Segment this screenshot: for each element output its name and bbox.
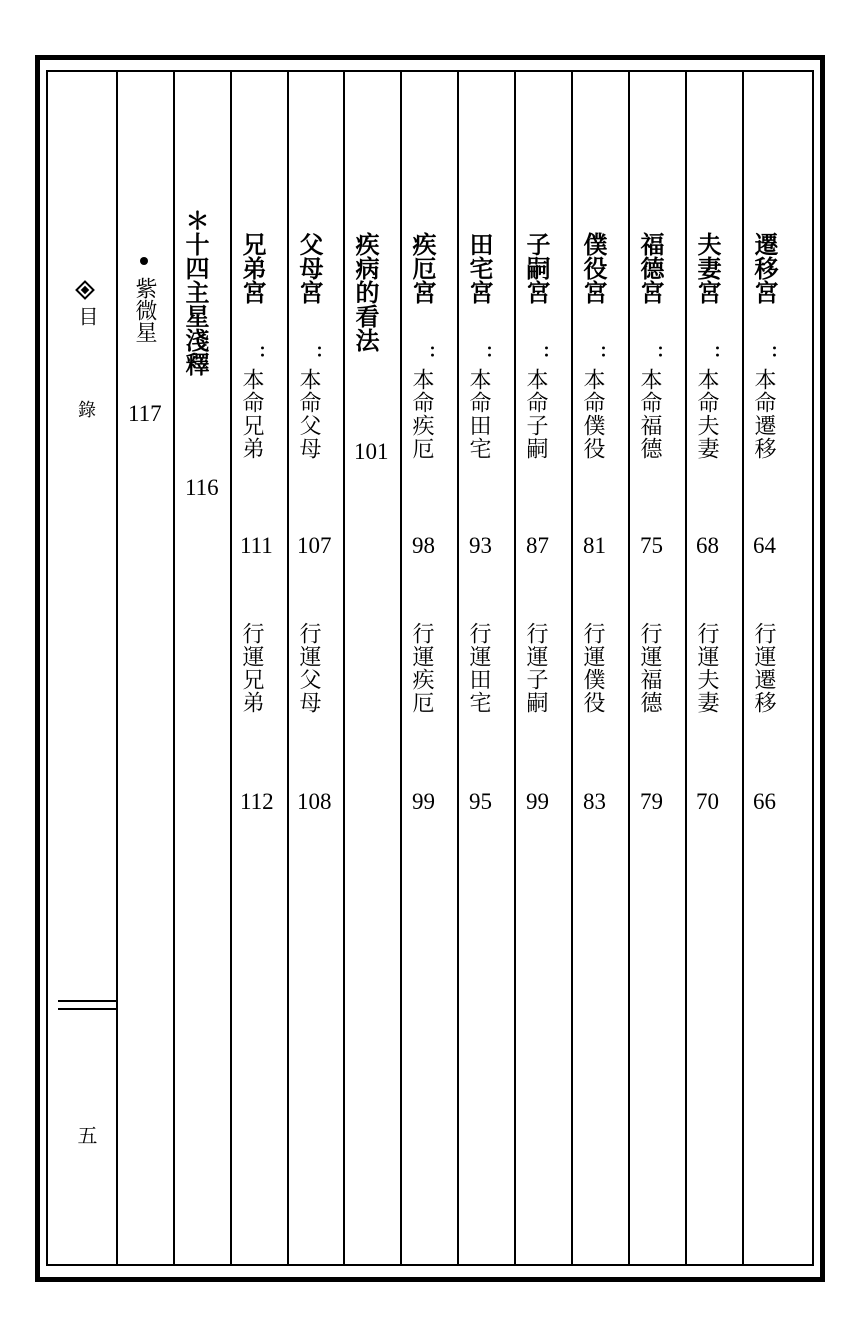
entry-subtitle: 行運福德 bbox=[637, 622, 662, 714]
entry-title: 僕役宮 bbox=[579, 232, 607, 304]
page-ref: 93 bbox=[469, 533, 492, 558]
entry-subtitle: 行運遷移 bbox=[751, 622, 776, 714]
entry-subtitle: 本命僕役 bbox=[580, 368, 605, 460]
entry-subtitle: 本命夫妻 bbox=[694, 368, 719, 460]
header-title-2: 錄 bbox=[75, 400, 96, 418]
column-divider bbox=[457, 72, 459, 1264]
entry-title: 疾病的看法 bbox=[351, 232, 379, 352]
entry-subtitle: 行運父母 bbox=[296, 622, 321, 714]
column-divider bbox=[173, 72, 175, 1264]
entry-title: 子嗣宮 bbox=[522, 232, 550, 304]
entry-separator: ： bbox=[303, 345, 324, 363]
page-ref: 87 bbox=[526, 533, 549, 558]
column-divider bbox=[343, 72, 345, 1264]
entry-subtitle: 行運兄弟 bbox=[239, 622, 264, 714]
entry-subtitle: 本命田宅 bbox=[466, 368, 491, 460]
page-ref: 116 bbox=[185, 475, 219, 500]
column-divider bbox=[287, 72, 289, 1264]
entry-title: 兄弟宮 bbox=[238, 232, 266, 304]
page-ref: 98 bbox=[412, 533, 435, 558]
page-ref: 107 bbox=[297, 533, 332, 558]
page-ref: 66 bbox=[753, 789, 776, 814]
column-divider bbox=[514, 72, 516, 1264]
column-divider bbox=[400, 72, 402, 1264]
page-ref: 101 bbox=[354, 439, 389, 464]
entry-separator: ： bbox=[416, 345, 437, 363]
entry-separator: ： bbox=[246, 345, 267, 363]
margin-rule bbox=[58, 1000, 116, 1002]
page-ref: 81 bbox=[583, 533, 606, 558]
page-ref: 112 bbox=[240, 789, 274, 814]
entry-title: 遷移宮 bbox=[750, 232, 778, 304]
page-ref: 75 bbox=[640, 533, 663, 558]
entry-separator: ： bbox=[530, 345, 551, 363]
entry-title: ＊十四主星淺釋 bbox=[181, 208, 209, 376]
page-number: 五 bbox=[74, 1125, 98, 1145]
entry-subtitle: 行運疾厄 bbox=[409, 622, 434, 714]
page-ref: 64 bbox=[753, 533, 776, 558]
entry-separator: ： bbox=[587, 345, 608, 363]
entry-subtitle: 本命福德 bbox=[637, 368, 662, 460]
entry-subtitle: 本命兄弟 bbox=[239, 368, 264, 460]
page-ref: 108 bbox=[297, 789, 332, 814]
page-ref: 79 bbox=[640, 789, 663, 814]
entry-subtitle: 行運子嗣 bbox=[523, 622, 548, 714]
column-divider bbox=[685, 72, 687, 1264]
entry-title: 紫微星 bbox=[132, 277, 157, 343]
page-ref: 68 bbox=[696, 533, 719, 558]
column-divider bbox=[742, 72, 744, 1264]
entry-separator: ： bbox=[758, 345, 779, 363]
header-title: 目 bbox=[75, 306, 99, 326]
page-ref: 70 bbox=[696, 789, 719, 814]
margin-rule bbox=[58, 1008, 116, 1010]
entry-subtitle: 行運田宅 bbox=[466, 622, 491, 714]
entry-title: 田宅宮 bbox=[465, 232, 493, 304]
entry-separator: ： bbox=[644, 345, 665, 363]
entry-subtitle: 本命遷移 bbox=[751, 368, 776, 460]
entry-title: 夫妻宮 bbox=[693, 232, 721, 304]
page-ref: 99 bbox=[526, 789, 549, 814]
page-ref: 111 bbox=[240, 533, 273, 558]
entry-subtitle: 行運夫妻 bbox=[694, 622, 719, 714]
page-ref: 95 bbox=[469, 789, 492, 814]
page-ref: 83 bbox=[583, 789, 606, 814]
entry-separator: ： bbox=[473, 345, 494, 363]
page-ref: 99 bbox=[412, 789, 435, 814]
bullet-icon bbox=[140, 257, 148, 265]
entry-separator: ： bbox=[701, 345, 722, 363]
column-divider bbox=[230, 72, 232, 1264]
entry-subtitle: 本命父母 bbox=[296, 368, 321, 460]
entry-title: 父母宮 bbox=[295, 232, 323, 304]
column-divider bbox=[628, 72, 630, 1264]
page-ref: 117 bbox=[128, 401, 162, 426]
column-divider bbox=[116, 72, 118, 1264]
entry-subtitle: 本命子嗣 bbox=[523, 368, 548, 460]
entry-subtitle: 本命疾厄 bbox=[409, 368, 434, 460]
column-divider bbox=[571, 72, 573, 1264]
entry-title: 疾厄宮 bbox=[408, 232, 436, 304]
entry-subtitle: 行運僕役 bbox=[580, 622, 605, 714]
entry-title: 福德宮 bbox=[636, 232, 664, 304]
